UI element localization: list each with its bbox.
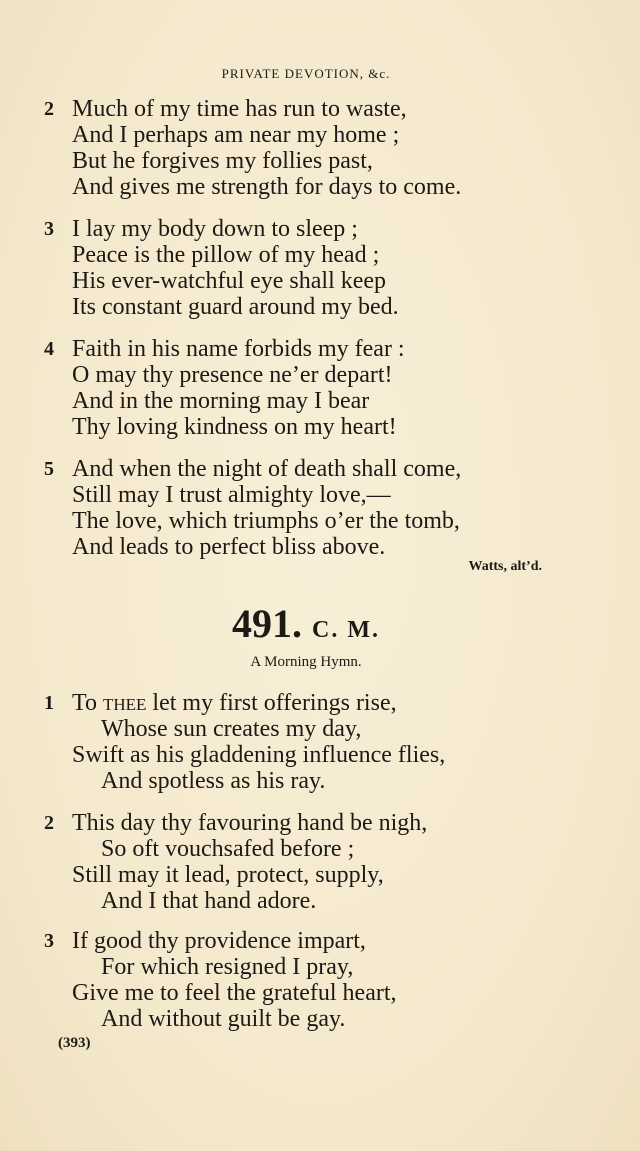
verse-line: And when the night of death shall come, <box>72 456 462 482</box>
verse-line: And leads to perfect bliss above. <box>72 534 386 560</box>
verse-line: O may thy presence ne’er depart! <box>72 362 393 388</box>
verse-line: For which resigned I pray, <box>101 954 354 980</box>
verse-line: Whose sun creates my day, <box>101 716 362 742</box>
stanza-number: 2 <box>44 98 54 120</box>
stanza-number: 2 <box>44 812 54 834</box>
verse-line: Still may I trust almighty love,— <box>72 482 391 508</box>
running-head: PRIVATE DEVOTION, &c. <box>221 66 391 81</box>
verse-line: So oft vouchsafed before ; <box>101 836 355 862</box>
verse-line: Give me to feel the grateful heart, <box>72 980 397 1006</box>
verse-line: Its constant guard around my bed. <box>72 294 399 320</box>
hymn-number: 491. <box>232 601 302 646</box>
verse-line: But he forgives my follies past, <box>72 148 373 174</box>
verse-line: The love, which triumphs o’er the tomb, <box>72 508 460 534</box>
first-line-rest: let my first offerings rise, <box>146 690 397 716</box>
small-caps-word: thee <box>102 690 147 716</box>
stanza-number: 4 <box>44 338 54 360</box>
verse-line: Much of my time has run to waste, <box>72 96 407 122</box>
verse-line: Peace is the pillow of my head ; <box>72 242 380 268</box>
hymn-meter: C. M. <box>312 617 380 643</box>
hymn-title: A Morning Hymn. <box>250 654 362 670</box>
verse-line: His ever-watchful eye shall keep <box>72 268 387 294</box>
verse-line: Faith in his name forbids my fear : <box>72 336 405 362</box>
verse-line: Thy loving kindness on my heart! <box>72 414 397 440</box>
verse-line: And without guilt be gay. <box>101 1006 346 1032</box>
stanza-number: 3 <box>44 930 54 952</box>
verse-line: This day thy favouring hand be nigh, <box>72 810 428 836</box>
verse-line: And I that hand adore. <box>101 888 317 914</box>
verse-line: Swift as his gladdening influence flies, <box>72 742 446 768</box>
author-attribution: Watts, alt’d. <box>468 559 542 574</box>
hymn-heading <box>0 600 612 647</box>
stanza-number: 5 <box>44 458 54 480</box>
first-word: To <box>72 690 103 716</box>
stanza-number: 3 <box>44 218 54 240</box>
verse-line: And I perhaps am near my home ; <box>72 122 400 148</box>
verse-line: And gives me strength for days to come. <box>72 174 462 200</box>
stanza-number: 1 <box>44 692 54 714</box>
verse-line: If good thy providence impart, <box>72 928 366 954</box>
verse-line: Still may it lead, protect, supply, <box>72 862 384 888</box>
verse-line: And spotless as his ray. <box>101 768 326 794</box>
verse-line: I lay my body down to sleep ; <box>72 216 358 242</box>
verse-line-first <box>72 690 397 716</box>
verse-line: And in the morning may I bear <box>72 388 370 414</box>
page-number: (393) <box>58 1035 91 1051</box>
